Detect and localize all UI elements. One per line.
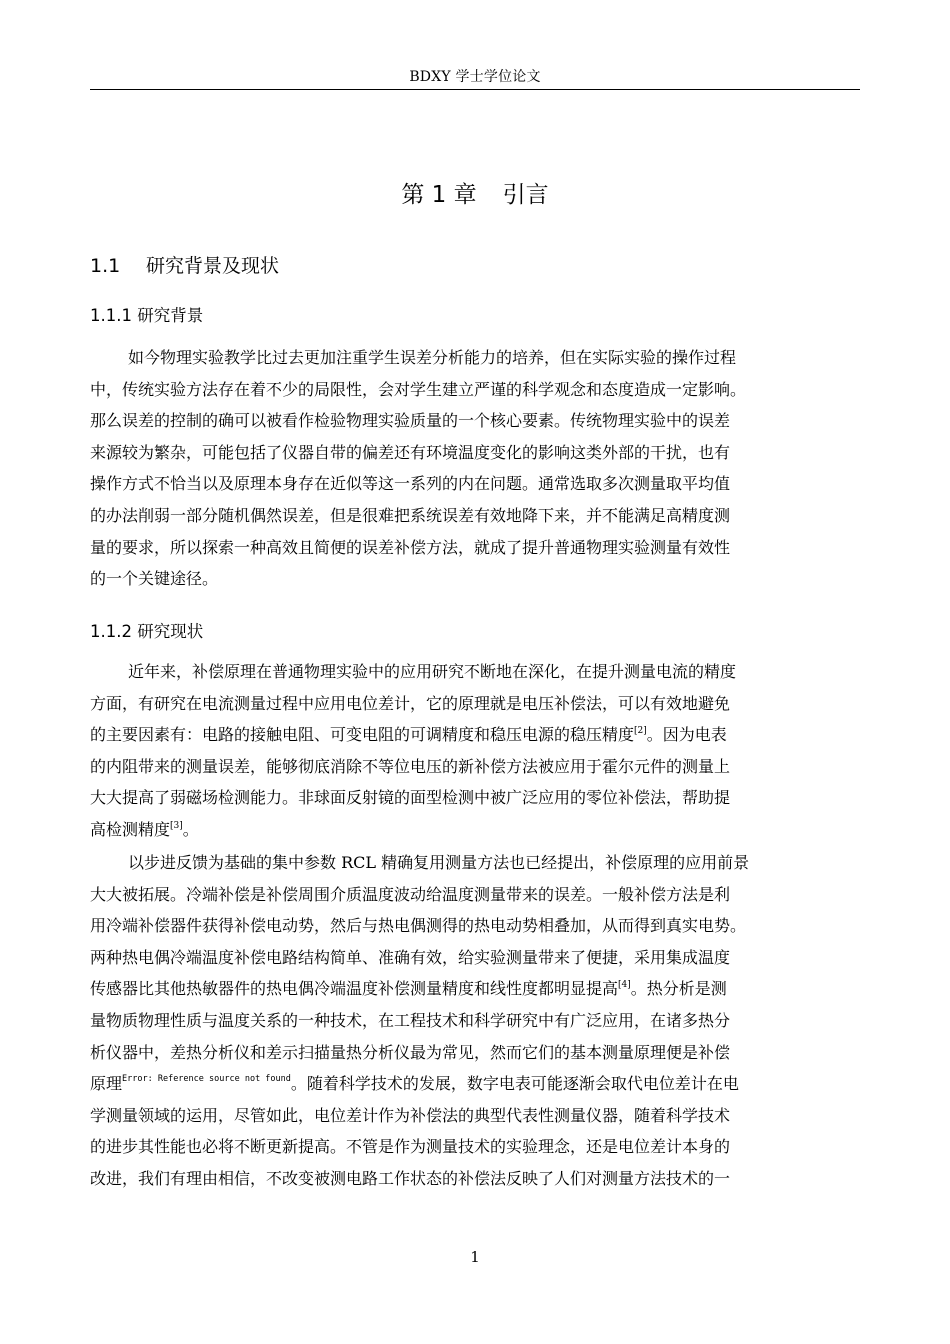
text-line (90, 814, 860, 846)
text-line: 用冷端补偿器件获得补偿电动势，然后与热电偶测得的热电动势相叠加，从而得到真实电势。 (90, 916, 747, 936)
text-line: 的内阻带来的测量误差，能够彻底消除不等位电压的新补偿方法被应用于霍尔元件的测量上 (90, 756, 731, 776)
subsection-heading-status: 1.1.2 研究现状 (90, 622, 204, 641)
text-line (90, 1068, 860, 1100)
text-line: 那么误差的控制的确可以被看作检验物理实验质量的一个核心要素。传统物理实验中的误差 (90, 411, 731, 431)
text-run: 。 (182, 819, 199, 839)
text-line: 来源较为繁杂，可能包括了仪器自带的偏差还有环境温度变化的影响这类外部的干扰，也有 (90, 442, 731, 462)
paragraph-status-1 (90, 656, 860, 846)
text-line: 如今物理实验教学比过去更加注重学生误差分析能力的培养，但在实际实验的操作过程 (128, 348, 737, 367)
section-number: 1.1 (90, 255, 121, 277)
text-line: 的一个关键途径。 (90, 569, 219, 589)
citation-ref[interactable]: [3] (170, 820, 183, 831)
header-rule (90, 89, 860, 90)
citation-ref[interactable]: [2] (634, 726, 647, 737)
text-line: 以步进反馈为基础的集中参数 RCL 精确复用测量方法也已经提出，补偿原理的应用前景 (128, 853, 750, 872)
section-title: 研究背景及现状 (146, 255, 280, 277)
paragraph-status-2 (90, 847, 860, 1195)
text-line: 大大提高了弱磁场检测能力。非球面反射镜的面型检测中被广泛应用的零位补偿法，帮助提 (90, 788, 731, 808)
text-line: 的办法削弱一部分随机偶然误差，但是很难把系统误差有效地降下来，并不能满足高精度测 (90, 505, 731, 525)
text-line (90, 719, 860, 751)
text-line (90, 973, 860, 1005)
text-line: 大大被拓展。冷端补偿是补偿周围介质温度波动给温度测量带来的误差。一般补偿方法是利 (90, 884, 731, 904)
text-line: 量的要求，所以探索一种高效且简便的误差补偿方法，就成了提升普通物理实验测量有效性 (90, 537, 731, 557)
text-run: 。因为电表 (646, 725, 727, 745)
page-number: 1 (470, 1248, 480, 1266)
text-line: 操作方式不恰当以及原理本身存在近似等这一系列的内在问题。通常选取多次测量取平均值 (90, 474, 731, 494)
chapter-number: 第 1 章 (401, 182, 477, 208)
text-line: 两种热电偶冷端温度补偿电路结构简单、准确有效，给实验测量带来了便捷，采用集成温度 (90, 947, 731, 967)
text-run: 的主要因素有：电路的接触电阻、可变电阻的可调精度和稳压电源的稳压精度 (90, 725, 635, 745)
text-line: 的进步其性能也必将不断更新提高。不管是作为测量技术的实验理念，还是电位差计本身的 (90, 1137, 731, 1157)
running-header: BDXY 学士学位论文 (409, 69, 541, 85)
chapter-title (90, 180, 860, 210)
reference-error: Error: Reference source not found (122, 1074, 291, 1085)
text-run: 原理 (90, 1074, 123, 1094)
section-heading (90, 253, 279, 279)
text-line: 近年来，补偿原理在普通物理实验中的应用研究不断地在深化，在提升测量电流的精度 (128, 662, 737, 681)
chapter-name: 引言 (502, 182, 549, 208)
text-line: 改进，我们有理由相信，不改变被测电路工作状态的补偿法反映了人们对测量方法技术的一 (90, 1168, 731, 1188)
text-run: 。随着科学技术的发展，数字电表可能逐渐会取代电位差计在电 (290, 1074, 739, 1094)
text-line: 量物质物理性质与温度关系的一种技术，在工程技术和科学研究中有广泛应用，在诸多热分 (90, 1010, 731, 1030)
text-line: 方面，有研究在电流测量过程中应用电位差计，它的原理就是电压补偿法，可以有效地避免 (90, 693, 731, 713)
text-line: 析仪器中，差热分析仪和差示扫描量热分析仪最为常见，然而它们的基本测量原理便是补偿 (90, 1042, 731, 1062)
text-run: 传感器比其他热敏器件的热电偶冷端温度补偿测量精度和线性度都明显提高 (90, 979, 619, 999)
text-run: 高检测精度 (90, 819, 171, 839)
citation-ref[interactable]: [4] (618, 980, 631, 991)
paragraph-background (90, 342, 860, 595)
text-run: 。热分析是测 (630, 979, 727, 999)
text-line: 学测量领域的运用，尽管如此，电位差计作为补偿法的典型代表性测量仪器，随着科学技术 (90, 1105, 731, 1125)
subsection-heading-background: 1.1.1 研究背景 (90, 306, 204, 325)
text-line: 中，传统实验方法存在着不少的局限性，会对学生建立严谨的科学观念和态度造成一定影响。 (90, 379, 747, 399)
